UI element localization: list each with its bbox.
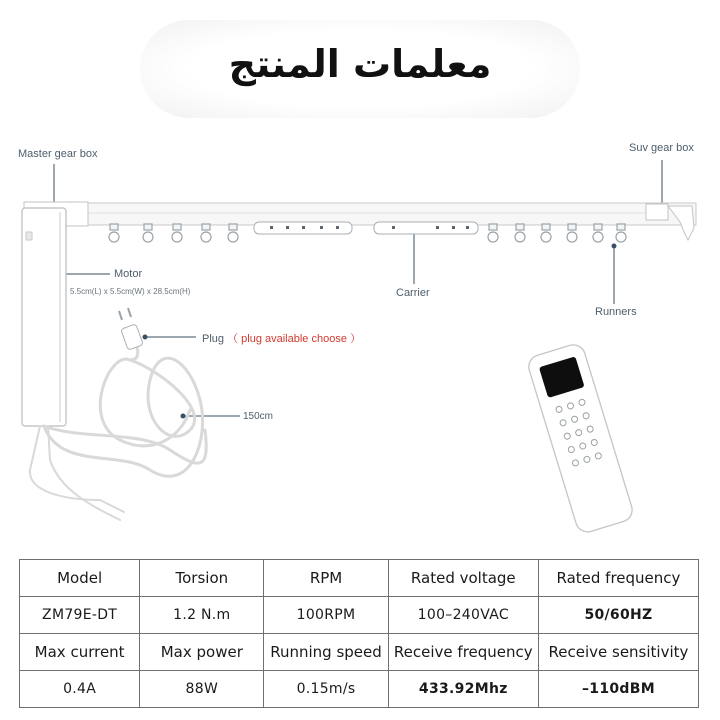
- table-header-cell: Receive frequency: [388, 634, 538, 671]
- table-cell: 88W: [140, 671, 264, 708]
- runner-hook: [143, 224, 153, 242]
- table-header-cell: Rated voltage: [388, 560, 538, 597]
- runner-hook: [567, 224, 577, 242]
- table-header-cell: Max power: [140, 634, 264, 671]
- table-header-cell: Receive sensitivity: [538, 634, 698, 671]
- table-header-cell: Torsion: [140, 560, 264, 597]
- table-header-cell: Max current: [20, 634, 140, 671]
- runner-hook: [172, 224, 182, 242]
- motor: [22, 208, 66, 426]
- table-row: [20, 671, 699, 708]
- label-plug-text: Plug: [202, 333, 225, 345]
- label-suv-gear-box: Suv gear box: [629, 142, 694, 154]
- plug: [119, 308, 143, 350]
- table-cell: 100RPM: [264, 597, 388, 634]
- runner-hook: [228, 224, 238, 242]
- runner-hook: [616, 224, 626, 242]
- table-cell: ZM79E-DT: [20, 597, 140, 634]
- runner-hook: [515, 224, 525, 242]
- table-cell: 0.4A: [20, 671, 140, 708]
- label-cable-length: 150cm: [243, 411, 274, 422]
- runner-hook: [541, 224, 551, 242]
- page-title: معلمات المنتج: [228, 42, 492, 86]
- table-row: [20, 597, 699, 634]
- table-cell: 100–240VAC: [388, 597, 538, 634]
- table-cell: 433.92Mhz: [388, 671, 538, 708]
- label-motor: Motor: [114, 268, 143, 280]
- table-row: [20, 634, 699, 671]
- runner-hook: [488, 224, 498, 242]
- runner-hook: [593, 224, 603, 242]
- label-carrier: Carrier: [396, 287, 430, 299]
- runner-hook: [109, 224, 119, 242]
- runner-hook: [201, 224, 211, 242]
- curtain-track: [24, 202, 696, 240]
- runners: [109, 224, 626, 242]
- specs-table: [19, 559, 699, 708]
- label-motor-dims: 5.5cm(L) x 5.5cm(W) x 28.5cm(H): [70, 287, 191, 296]
- track-rail: [24, 203, 696, 225]
- carrier-right: [374, 222, 478, 234]
- leader-dot: [612, 244, 616, 248]
- label-runners: Runners: [595, 306, 637, 318]
- motor-button: [26, 232, 32, 240]
- table-header-cell: RPM: [264, 560, 388, 597]
- table-header-cell: Running speed: [264, 634, 388, 671]
- table-cell: –110dBM: [538, 671, 698, 708]
- label-plug-note: （ plug available choose ）: [227, 333, 362, 345]
- table-cell: 1.2 N.m: [140, 597, 264, 634]
- label-plug: [202, 330, 361, 346]
- label-master-gear-box: Master gear box: [18, 148, 98, 160]
- suv-gear-box: [646, 204, 668, 220]
- table-header-cell: Rated frequency: [538, 560, 698, 597]
- table-cell: 0.15m/s: [264, 671, 388, 708]
- table-cell: 50/60HZ: [538, 597, 698, 634]
- table-row: [20, 560, 699, 597]
- remote-control: [526, 342, 635, 535]
- table-header-cell: Model: [20, 560, 140, 597]
- leader-dot: [143, 335, 147, 339]
- leader-dot: [181, 414, 185, 418]
